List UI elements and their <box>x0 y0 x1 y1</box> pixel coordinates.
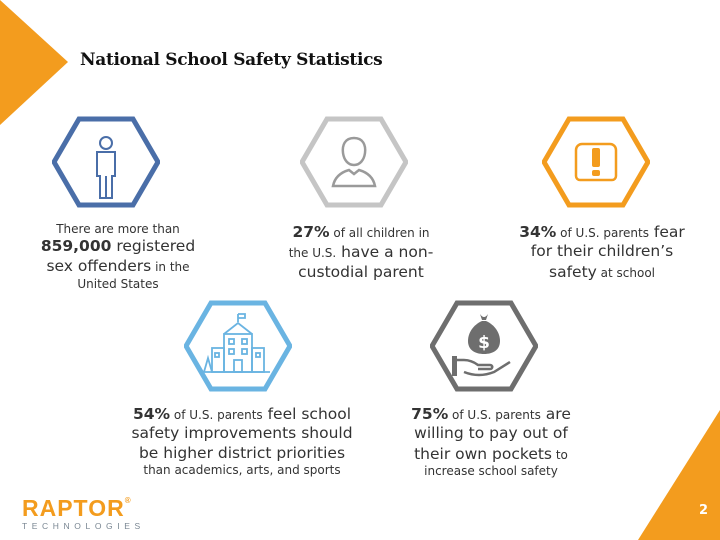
stat-5-hexagon <box>430 300 538 392</box>
stat-4-hexagon <box>184 300 292 392</box>
stat-5-text <box>386 404 596 479</box>
stat-4-line-4: than academics, arts, and sports <box>143 463 341 478</box>
top-left-triangle <box>0 0 72 125</box>
svg-text:$: $ <box>478 333 490 353</box>
stat-1-number: 859,000 <box>40 237 112 255</box>
stat-2-text <box>268 222 454 282</box>
stat-3-number: 34% <box>519 223 557 241</box>
stat-2-line-1-rest: of all children in <box>329 226 430 240</box>
stat-3-line-1 <box>500 222 704 242</box>
stat-3-line-3 <box>500 262 704 282</box>
stat-4-number: 54% <box>132 405 171 423</box>
stat-1-line-2 <box>26 237 210 256</box>
stat-3-line-1-small: of U.S. parents <box>556 226 649 240</box>
stat-5-line-4: increase school safety <box>424 464 558 479</box>
stat-4-line-1-small: of U.S. parents <box>170 408 263 422</box>
stat-1-line-1: There are more than <box>56 222 180 236</box>
stat-3-line-1-rest: fear <box>648 223 685 241</box>
stat-1-hexagon <box>52 116 160 208</box>
stat-5-line-1-small: of U.S. parents <box>448 408 541 422</box>
stat-1-text <box>26 222 210 292</box>
stat-4-line-1 <box>112 404 372 424</box>
stat-3-line-2: for their children’s <box>530 242 674 261</box>
stat-2-line-3: custodial parent <box>298 262 424 281</box>
stat-3-hexagon <box>542 116 650 208</box>
logo-name: RAPTOR <box>22 495 125 521</box>
stat-3-line-3-main: safety <box>549 262 597 281</box>
logo-subtitle: TECHNOLOGIES <box>22 521 145 531</box>
logo-registered-mark: ® <box>124 496 132 505</box>
stat-4-text <box>112 404 372 478</box>
stat-1-line-2-rest: registered <box>111 237 196 255</box>
stat-5-line-3 <box>386 444 596 464</box>
stat-5-line-3-small: to <box>552 447 568 462</box>
raptor-logo <box>22 497 145 531</box>
stat-1-line-4: United States <box>77 276 159 291</box>
stat-1-line-3-main: sex offenders <box>46 257 152 276</box>
page-number: 2 <box>698 503 708 518</box>
stat-2-number: 27% <box>292 223 330 241</box>
stat-4-line-1-rest: feel school <box>262 405 352 423</box>
stat-1-line-3-small: in the <box>151 260 190 275</box>
stat-5-line-1-rest: are <box>540 405 571 423</box>
logo-wordmark <box>22 497 145 520</box>
bottom-right-triangle <box>638 410 720 540</box>
stat-2-hexagon <box>300 116 408 208</box>
stat-4-line-3: be higher district priorities <box>138 443 346 462</box>
stat-2-line-1 <box>268 222 454 242</box>
stat-2-line-2-rest: have a non- <box>336 243 434 262</box>
stat-5-line-2: willing to pay out of <box>414 424 568 443</box>
page-title: National School Safety Statistics <box>80 50 383 70</box>
stat-4-line-2: safety improvements should <box>131 424 353 443</box>
stat-3-line-3-small: at school <box>596 265 655 280</box>
stat-5-line-1 <box>386 404 596 424</box>
stat-3-text <box>500 222 704 282</box>
stat-2-line-2 <box>268 242 454 262</box>
stat-5-number: 75% <box>411 405 449 423</box>
stat-5-line-3-main: their own pockets <box>414 444 553 463</box>
stat-1-line-3 <box>26 256 210 276</box>
stat-2-line-2-small: the U.S. <box>288 246 337 261</box>
